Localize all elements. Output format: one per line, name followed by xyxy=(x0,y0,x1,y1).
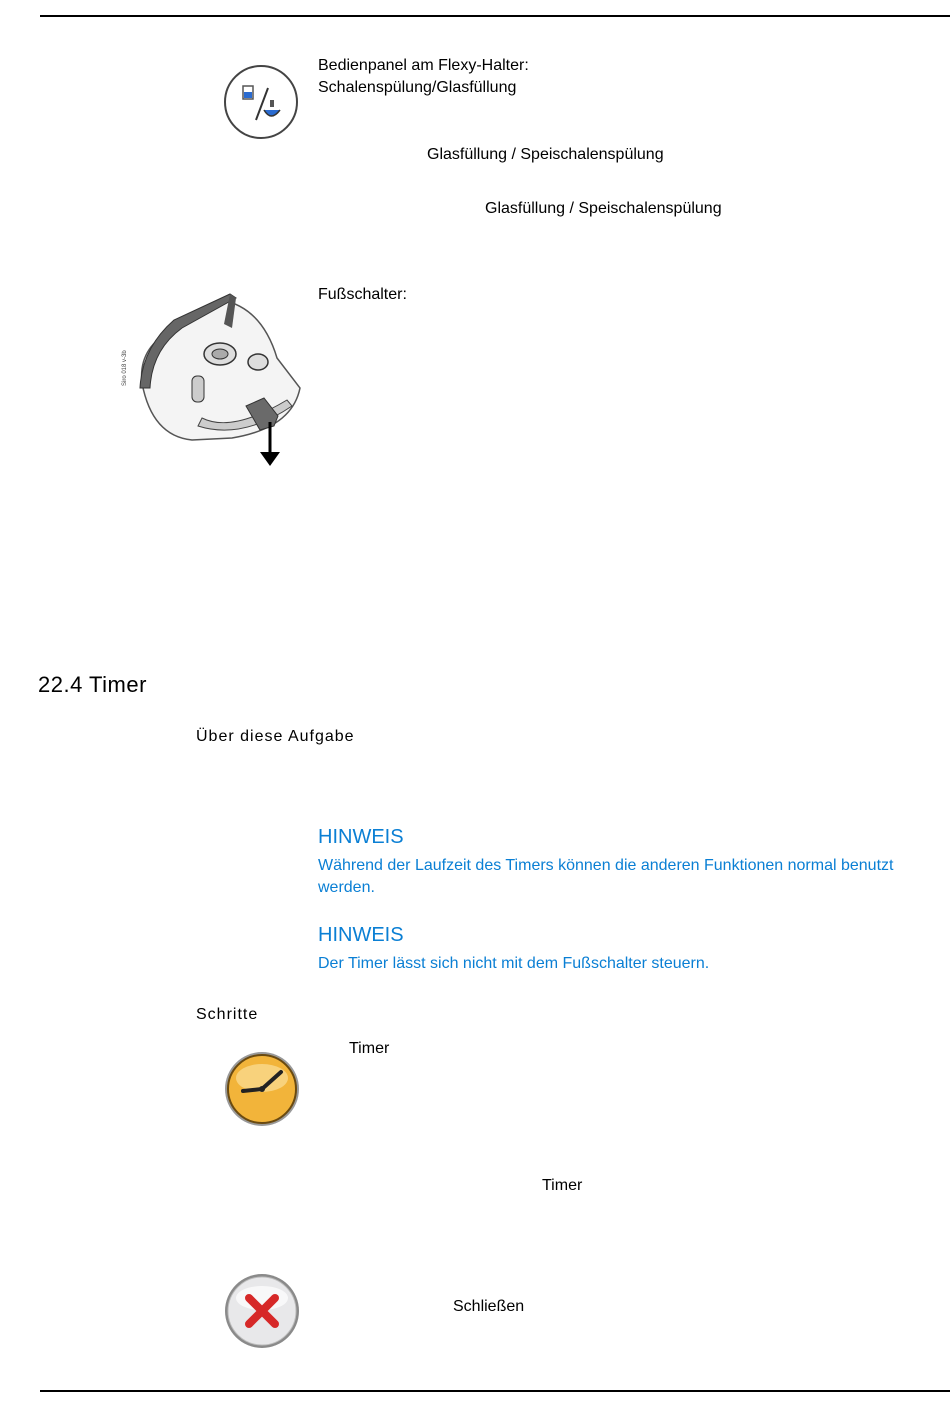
flexy-panel-line2: Schalenspülung/Glasfüllung xyxy=(318,79,517,96)
note-1 xyxy=(318,826,938,899)
close-label: Schließen xyxy=(453,1298,525,1315)
clock-icon[interactable] xyxy=(223,1050,301,1133)
note-1-text: Während der Laufzeit des Timers können die anderen Funktionen normal benutzt werden. xyxy=(318,857,894,896)
step-timer-label-2: Timer xyxy=(542,1177,583,1194)
bottom-rule xyxy=(40,1390,950,1392)
bowl-rinse-glass-fill-icon xyxy=(223,64,299,145)
glass-fill-label-b: Glasfüllung / Speischalenspülung xyxy=(485,200,722,217)
note-2-text: Der Timer lässt sich nicht mit dem Fußschalter steuern. xyxy=(318,955,710,972)
section-heading: 22.4 Timer xyxy=(38,672,147,697)
flexy-panel-line1: Bedienpanel am Flexy-Halter: xyxy=(318,57,529,74)
foot-switch-image xyxy=(112,288,302,473)
step-timer-label: Timer xyxy=(349,1040,390,1057)
top-rule xyxy=(40,15,950,17)
close-icon[interactable] xyxy=(223,1272,301,1355)
steps-heading: Schritte xyxy=(196,1006,259,1023)
about-task-heading: Über diese Aufgabe xyxy=(196,728,355,745)
note-1-title: HINWEIS xyxy=(318,826,404,848)
note-2 xyxy=(318,924,938,975)
note-2-title: HINWEIS xyxy=(318,924,404,946)
foot-switch-caption: Siro 018 v-3b xyxy=(122,350,128,386)
glass-fill-label-a: Glasfüllung / Speischalenspülung xyxy=(427,146,664,163)
foot-switch-label: Fußschalter: xyxy=(318,286,407,303)
